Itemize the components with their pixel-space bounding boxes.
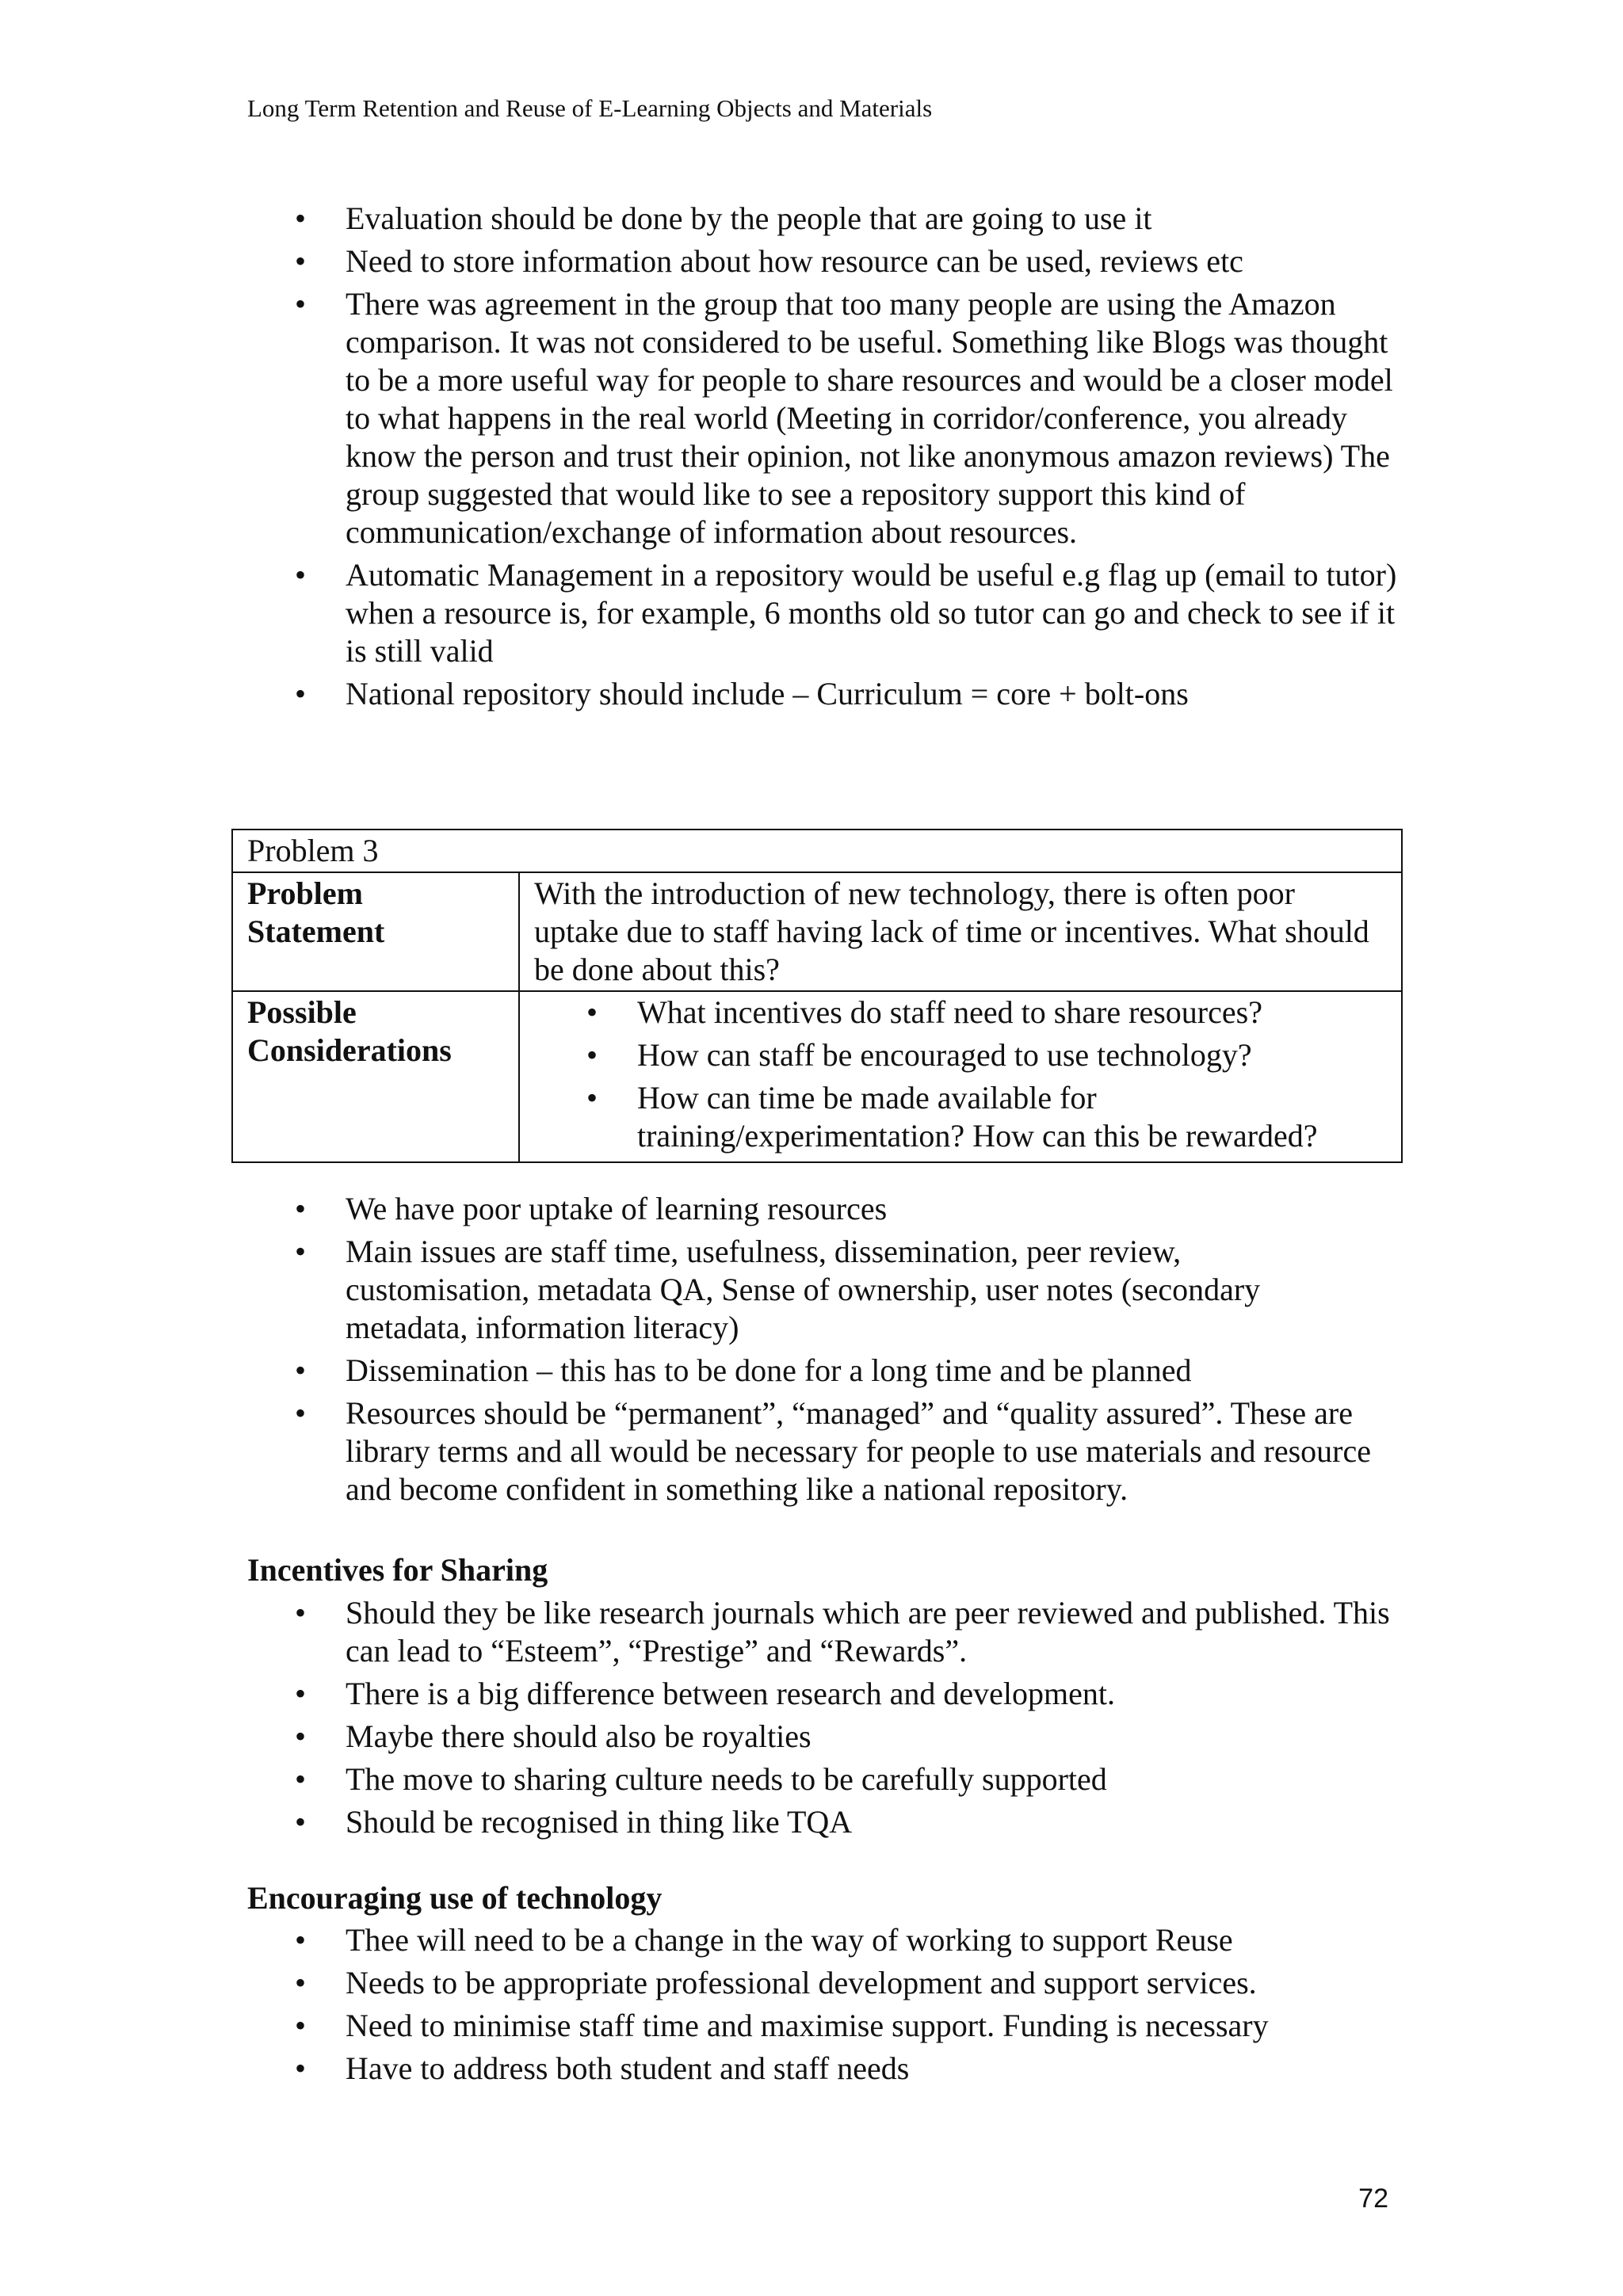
list-item: • National repository should include – Curriculum = core + bolt-ons — [295, 675, 1404, 713]
list-item: • What incentives do staff need to share resources? — [586, 994, 1387, 1032]
list-item: • Maybe there should also be royalties — [295, 1718, 1404, 1756]
problem-table — [231, 829, 1403, 1163]
incentives-heading: Incentives for Sharing — [247, 1552, 548, 1588]
problem-title-cell: Problem 3 — [232, 830, 1402, 872]
list-item: • Need to minimise staff time and maximise support. Funding is necessary — [295, 2007, 1404, 2045]
list-item: • Need to store information about how resource can be used, reviews etc — [295, 242, 1404, 280]
list-item: • How can time be made available for training/experimentation? How can this be rewarded? — [586, 1079, 1387, 1155]
table-row — [232, 872, 1402, 991]
considerations-list — [534, 994, 1387, 1155]
possible-considerations-cell — [519, 991, 1402, 1162]
list-item: • We have poor uptake of learning resources — [295, 1190, 1373, 1228]
list-item: • Resources should be “permanent”, “managed” and “quality assured”. These are library terms and all would be necessary for people to use materials and resource and become confident in something like a national repository. — [295, 1394, 1373, 1508]
list-item: • Dissemination – this has to be done for a long time and be planned — [295, 1352, 1373, 1390]
page-number: 72 — [1358, 2183, 1388, 2214]
list-item: • Automatic Management in a repository would be useful e.g flag up (email to tutor) when a resource is, for example, 6 months old so tutor can go and check to see if it is still valid — [295, 556, 1404, 670]
list-item: • The move to sharing culture needs to be carefully supported — [295, 1760, 1404, 1798]
list-item: • Evaluation should be done by the people that are going to use it — [295, 200, 1404, 238]
after-table-bullet-list — [295, 1190, 1373, 1513]
list-item: • There is a big difference between research and development. — [295, 1675, 1404, 1713]
table-row — [232, 991, 1402, 1162]
possible-considerations-label: Possible Considerations — [232, 991, 519, 1162]
list-item: • Have to address both student and staff needs — [295, 2050, 1404, 2088]
running-header: Long Term Retention and Reuse of E-Learning Objects and Materials — [247, 94, 933, 122]
encouraging-bullet-list — [295, 1921, 1404, 2092]
incentives-bullet-list — [295, 1594, 1404, 1846]
list-item: • Thee will need to be a change in the way of working to support Reuse — [295, 1921, 1404, 1959]
table-title-row — [232, 830, 1402, 872]
list-item: • Needs to be appropriate professional development and support services. — [295, 1964, 1404, 2002]
problem-statement-text: With the introduction of new technology, there is often poor uptake due to staff having lack of time or incentives. What should be done about this? — [519, 872, 1402, 991]
top-bullet-list — [295, 200, 1404, 718]
problem-statement-label: Problem Statement — [232, 872, 519, 991]
list-item: • Main issues are staff time, usefulness, dissemination, peer review, customisation, metadata QA, Sense of ownership, user notes (secondary metadata, information literacy) — [295, 1233, 1373, 1347]
list-item: • There was agreement in the group that too many people are using the Amazon comparison. It was not considered to be useful. Something like Blogs was thought to be a more useful way for people to share resources and would be a closer model to what happens in the real world (Meeting in corridor/conference, you already know the person and trust their opinion, not like anonymous amazon reviews) The group suggested that would like to see a repository support this kind of communication/exchange of information about resources. — [295, 285, 1404, 551]
list-item: • Should be recognised in thing like TQA — [295, 1803, 1404, 1841]
list-item: • How can staff be encouraged to use technology? — [586, 1036, 1387, 1074]
encouraging-heading: Encouraging use of technology — [247, 1880, 663, 1916]
list-item: • Should they be like research journals which are peer reviewed and published. This can lead to “Esteem”, “Prestige” and “Rewards”. — [295, 1594, 1404, 1670]
